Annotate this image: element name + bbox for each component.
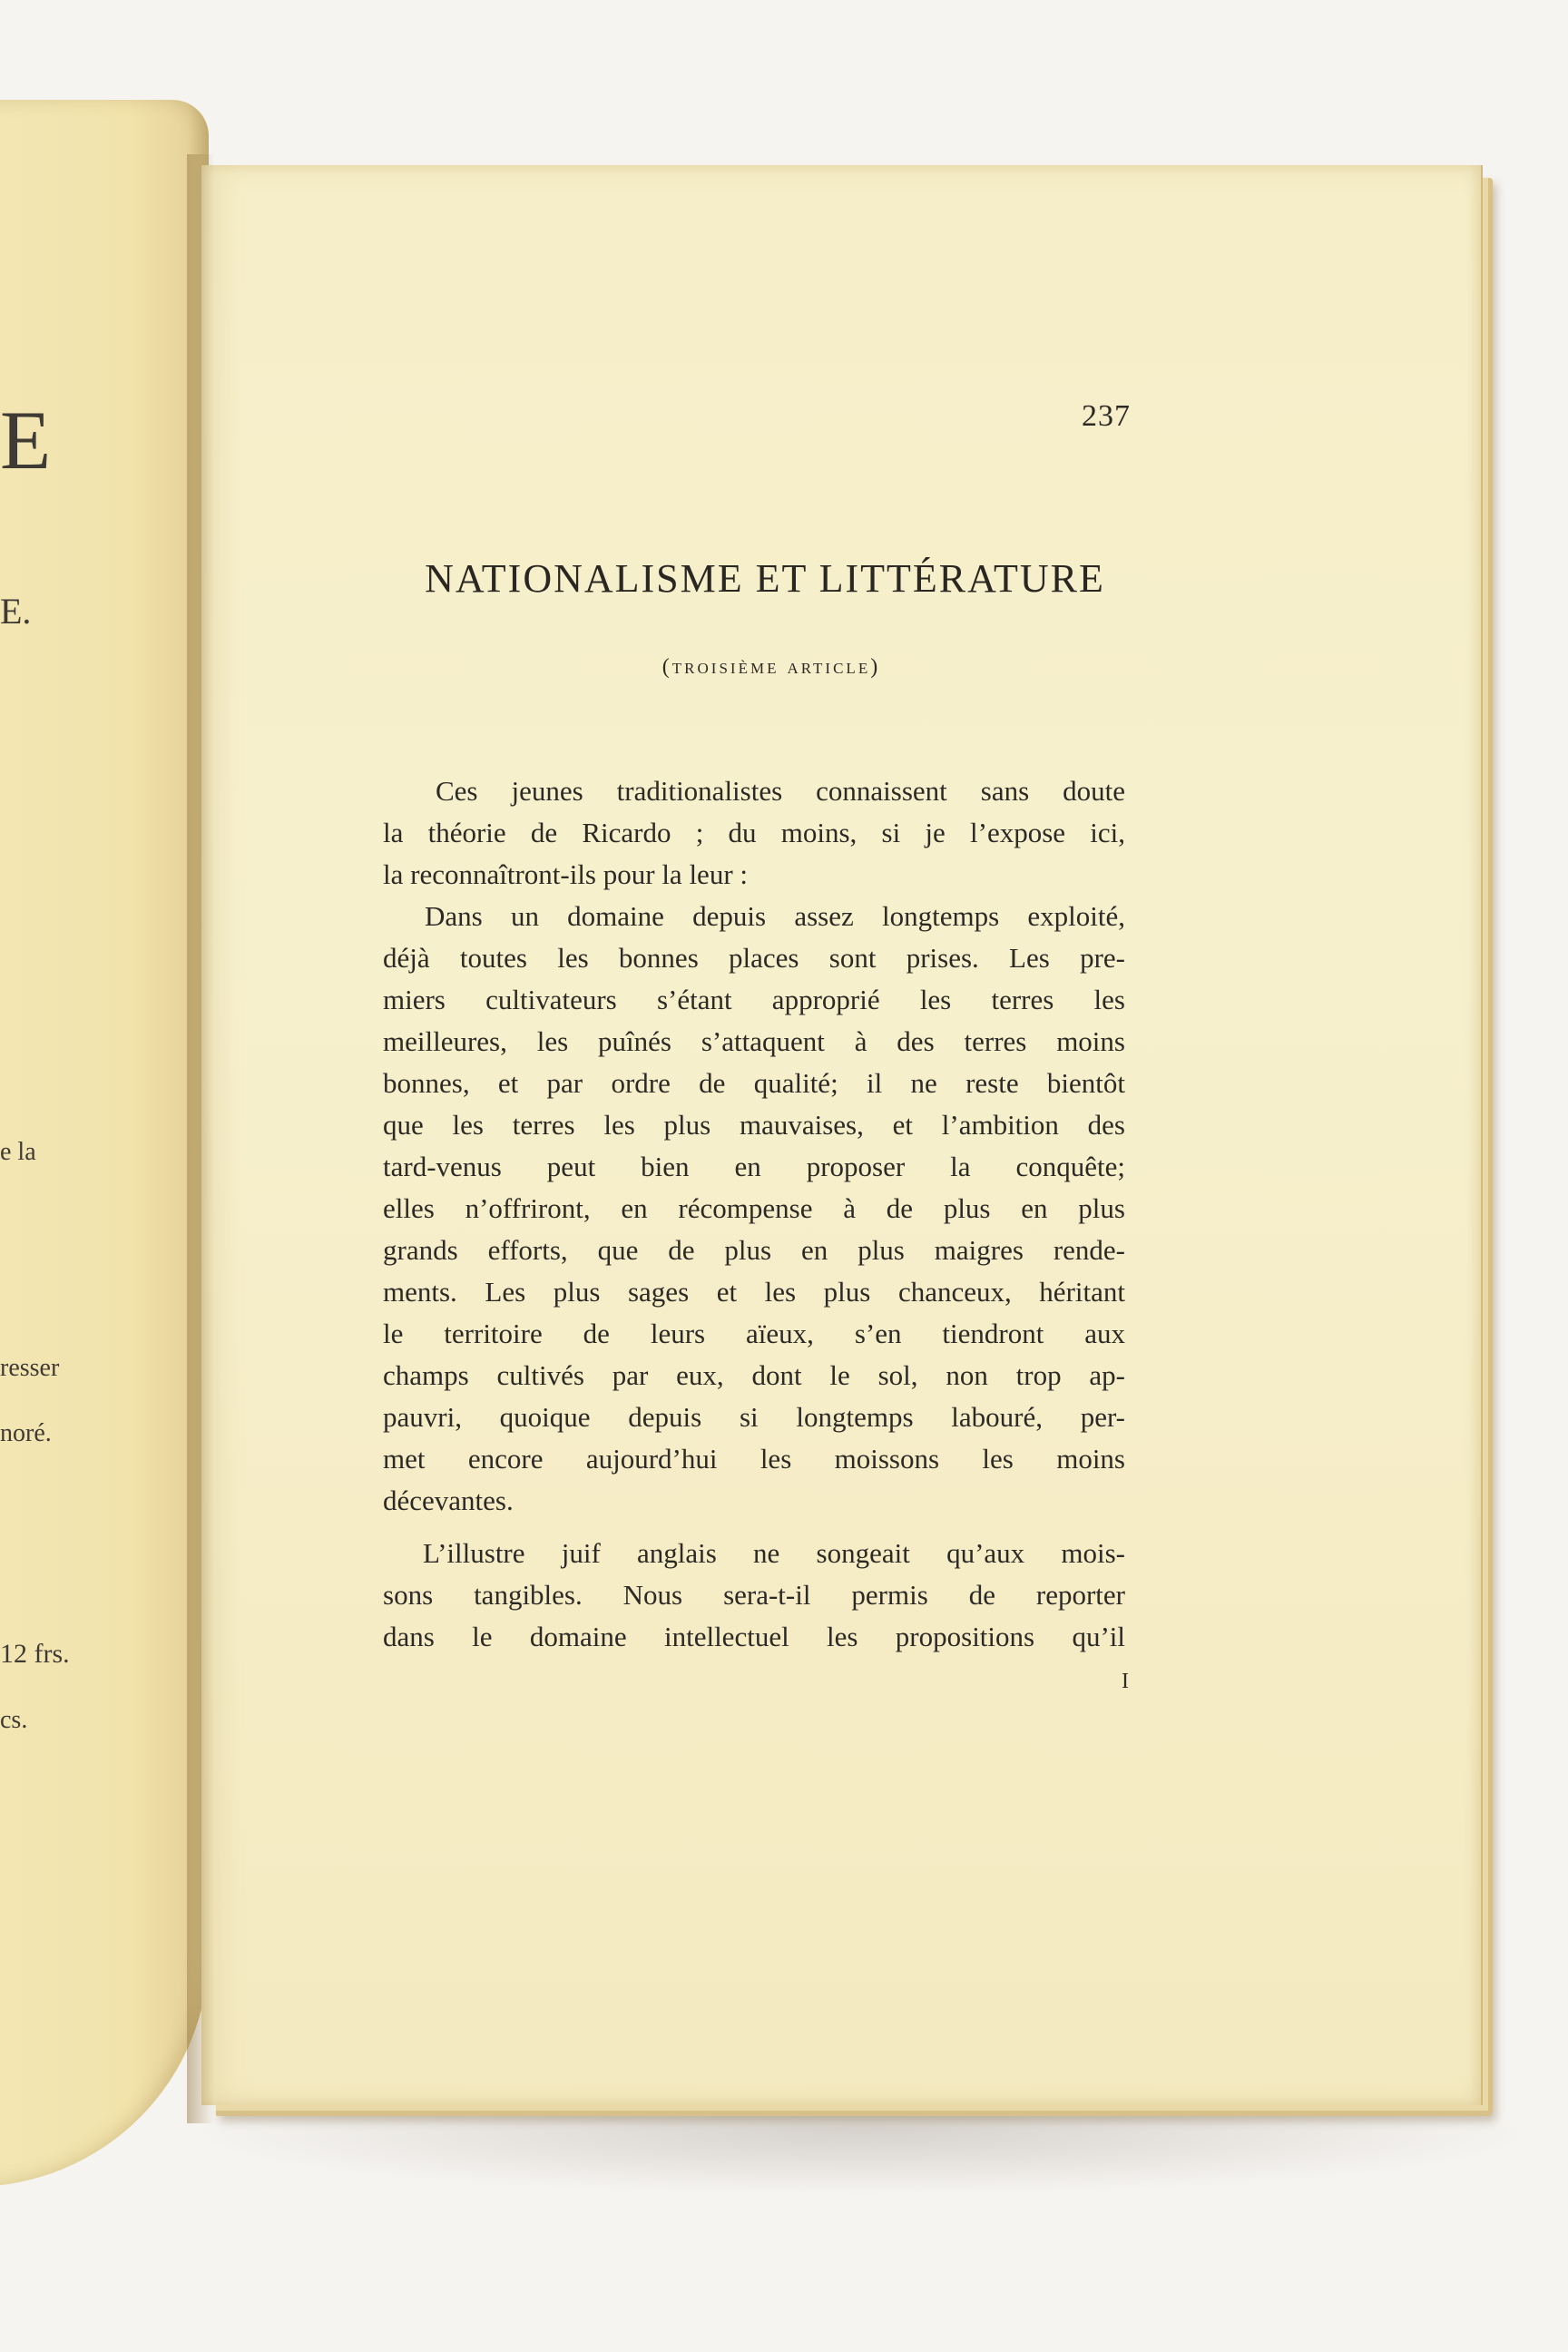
text-line: Ces jeunes traditionalistes connaissent sans doute [436,775,1125,807]
text-line: ments. Les plus sages et les plus chanceux, héritant [383,1276,1125,1308]
left-fragment-line: resser [0,1354,60,1382]
signature-mark: I [1122,1670,1129,1693]
text-line: meilleures, les puînés s’attaquent à des terres moins [383,1025,1125,1057]
article-subtitle: (troisième article) [662,655,881,679]
left-fragment-line: cs. [0,1706,28,1734]
text-line: déjà toutes les bonnes places sont prises. Les pre- [383,942,1125,974]
text-line: pauvri, quoique depuis si longtemps labouré, per- [383,1401,1125,1433]
page-number: 237 [1082,399,1131,433]
text-line: le territoire de leurs aïeux, s’en tiendront aux [383,1318,1125,1349]
book-gutter [187,154,214,2123]
text-line: bonnes, et par ordre de qualité; il ne reste bientôt [383,1067,1125,1099]
text-line: tard-venus peut bien en proposer la conquête; [383,1151,1125,1182]
text-line: sons tangibles. Nous sera-t-il permis de reporter [383,1579,1125,1611]
text-line: miers cultivateurs s’étant approprié les terres les [383,984,1125,1015]
left-fragment-line: noré. [0,1419,52,1447]
page-title: NATIONALISME ET LITTÉRATURE [425,556,1105,601]
text-line: elles n’offriront, en récompense à de plus en plus [383,1192,1125,1224]
text-line: que les terres les plus mauvaises, et l’ambition des [383,1109,1125,1141]
left-fragment-line: e la [0,1138,36,1166]
text-line: décevantes. [383,1485,514,1516]
left-fragment-line: 12 frs. [0,1639,70,1669]
text-line: Dans un domaine depuis assez longtemps exploité, [425,900,1125,932]
left-fragment-line: E. [0,591,32,632]
text-line: la reconnaîtront-ils pour la leur : [383,858,749,890]
text-line: grands efforts, que de plus en plus maigres rende- [383,1234,1125,1266]
text-line: L’illustre juif anglais ne songeait qu’aux mois- [423,1537,1125,1569]
text-line: la théorie de Ricardo ; du moins, si je l’expose ici, [383,817,1125,848]
left-fragment-large-letter: E [0,394,52,486]
text-line: met encore aujourd’hui les moissons les moins [383,1443,1125,1475]
text-line: champs cultivés par eux, dont le sol, non trop ap- [383,1359,1125,1391]
text-line: dans le domaine intellectuel les propositions qu’il [383,1621,1125,1652]
